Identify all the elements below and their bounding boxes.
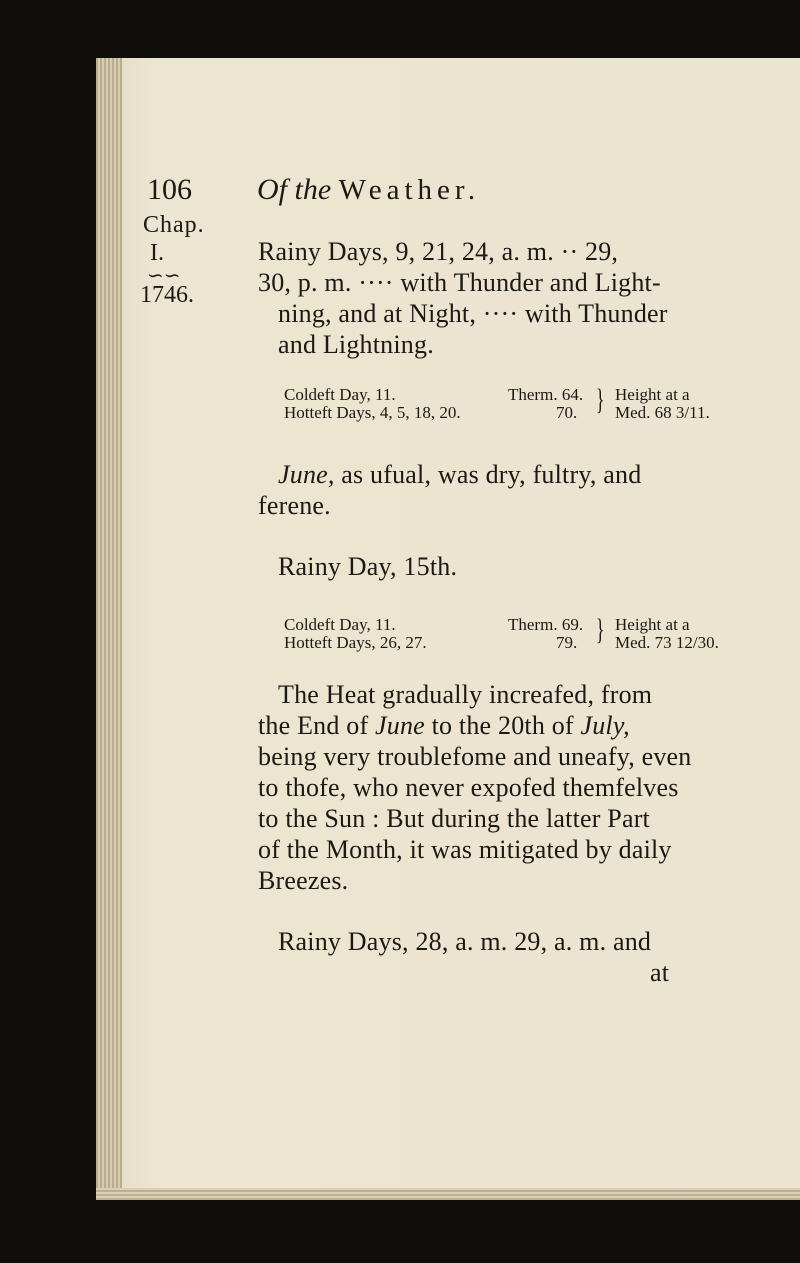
table2-height-1: Height at a xyxy=(615,615,690,634)
page-edges xyxy=(96,58,122,1198)
table1-height-1: Height at a xyxy=(615,385,690,404)
table1-therm-high: 70. xyxy=(556,403,578,422)
para3-line2 xyxy=(258,711,630,741)
para1-line3: ning, and at Night, ···· with Thunder xyxy=(278,299,668,328)
margin-ornament: ∽∽ xyxy=(147,265,181,287)
para1-line1: Rainy Days, 9, 21, 24, a. m. ·· 29, xyxy=(258,237,619,266)
para4-line1: Rainy Days, 28, a. m. 29, a. m. and xyxy=(278,927,652,956)
para3-line6: of the Month, it was mitigated by daily xyxy=(258,835,672,864)
para3-line5: to the Sun : But during the latter Part xyxy=(258,804,650,833)
para1-line2: 30, p. m. ···· with Thunder and Light- xyxy=(258,268,661,297)
table2-therm: Therm. 69. xyxy=(508,615,584,634)
margin-chapter-number: I. xyxy=(150,240,164,266)
running-head xyxy=(257,173,480,207)
brace-icon: } xyxy=(595,613,605,646)
table1-therm: Therm. 64. xyxy=(508,385,584,404)
para2-line2: ferene. xyxy=(258,491,331,520)
catchword: at xyxy=(650,958,670,987)
page-bottom-edge xyxy=(96,1188,800,1200)
para3-l2a: the End of xyxy=(258,711,376,740)
para3-june: June xyxy=(375,711,425,740)
table2-therm-high: 79. xyxy=(556,633,578,652)
para2-month: June, xyxy=(278,460,335,489)
para3-july: July, xyxy=(580,711,630,740)
para3-line3: being very troublefome and uneafy, even xyxy=(258,742,692,771)
para3-line1: The Heat gradually increafed, from xyxy=(278,680,653,709)
table1-height-2: Med. 68 3/11. xyxy=(615,403,710,422)
para2-line1-rest: as ufual, was dry, fultry, and xyxy=(334,460,642,489)
para3-line4: to thofe, who never expofed themfelves xyxy=(258,773,679,802)
para3-line7: Breezes. xyxy=(258,866,349,895)
margin-year: 1746. xyxy=(140,282,194,308)
table2-height-2: Med. 73 12/30. xyxy=(615,633,719,652)
table2-hottest: Hotteft Days, 26, 27. xyxy=(284,633,427,652)
page-number: 106 xyxy=(147,173,192,206)
table2-coldest: Coldeft Day, 11. xyxy=(284,615,396,634)
para1-line4: and Lightning. xyxy=(278,330,434,359)
running-head-prefix: Of the xyxy=(257,173,332,206)
para3-l2b: to the 20th of xyxy=(424,711,581,740)
table1-coldest: Coldeft Day, 11. xyxy=(284,385,396,404)
brace-icon: } xyxy=(595,383,605,416)
para2-line1 xyxy=(278,460,641,490)
rainy-day-line: Rainy Day, 15th. xyxy=(278,552,458,581)
table1-hottest: Hotteft Days, 4, 5, 18, 20. xyxy=(284,403,461,422)
margin-chapter: Chap. xyxy=(143,212,205,238)
running-head-title: Weather. xyxy=(338,174,481,206)
